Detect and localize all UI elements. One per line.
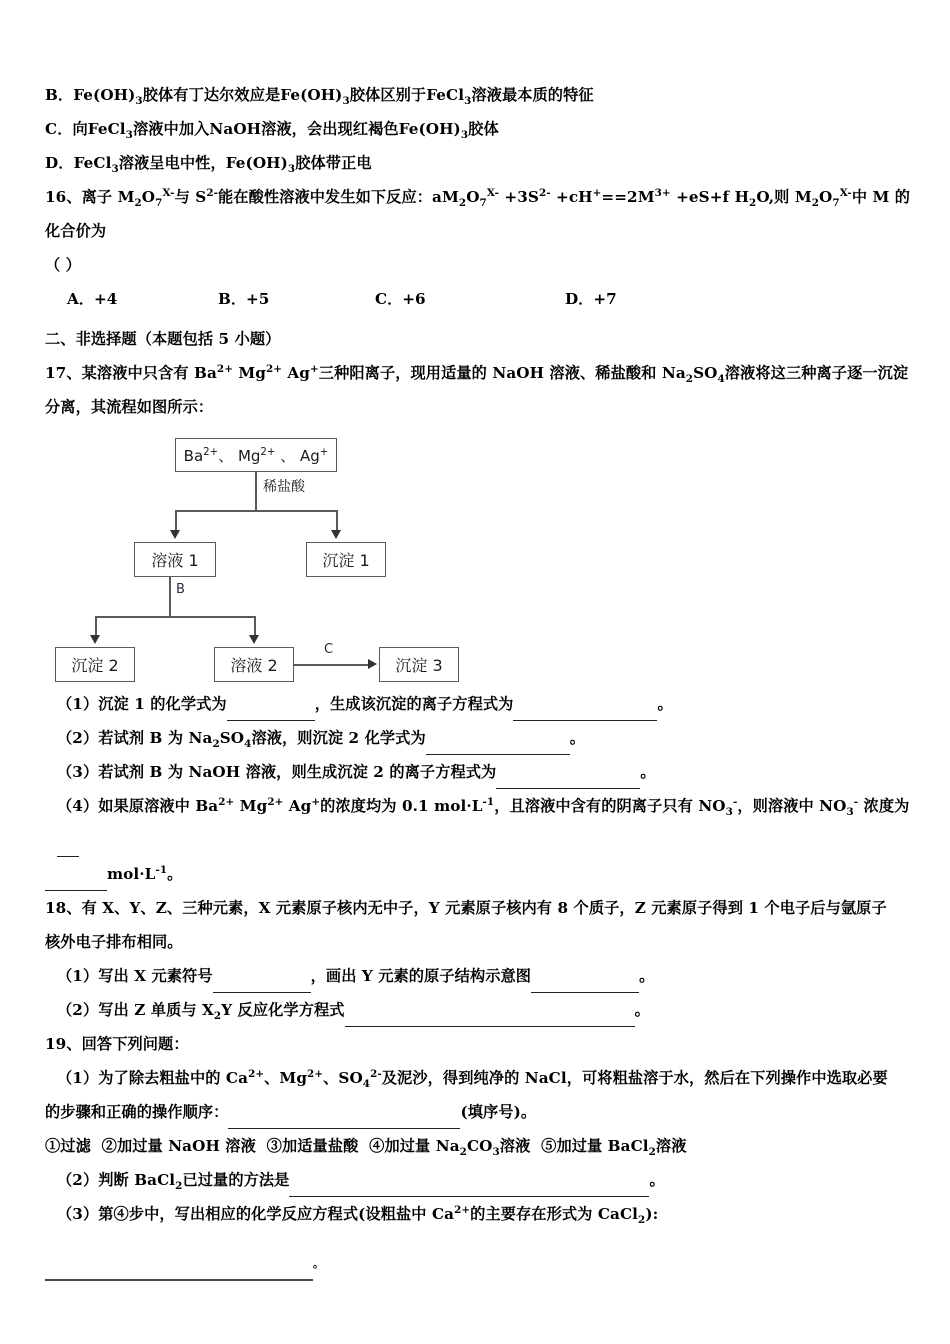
- q17-part-3: [45, 755, 913, 789]
- q19-part-2: [45, 1163, 913, 1197]
- q18-stem-line-1: [45, 891, 913, 925]
- eq-sub-1: 2: [458, 197, 467, 210]
- option-c-text-1: 向FeCl: [72, 120, 126, 138]
- section-2-heading: 二、非选择题（本题包括 5 小题）: [45, 330, 281, 348]
- answer-bracket: （ ）: [45, 256, 81, 274]
- q17-part-2-blank[interactable]: [426, 739, 570, 755]
- q17-part-4-t9: 。: [167, 865, 183, 883]
- q18-part-1-blank-2[interactable]: [531, 977, 639, 993]
- q19-part-3-period: 。: [313, 1257, 325, 1270]
- flow-arrow-to-ppt1-icon: [331, 530, 341, 539]
- q17-stem-line-2: 分离，其流程如图所示：: [45, 398, 214, 416]
- q17-part-1-blank-1[interactable]: [227, 705, 315, 721]
- option-b-sub-3: 3: [464, 95, 472, 108]
- q17-part-4-sup-1: 2+: [218, 795, 235, 808]
- flow-node-precipitate-2: [55, 647, 135, 682]
- q18-part-2-t1: 写出 Z 单质与 X: [98, 1001, 214, 1019]
- q19-part-1-t3: 、SO: [323, 1069, 363, 1087]
- q17-part-3-t1: 若试剂 B 为 NaOH 溶液，则生成沉淀 2 的离子方程式为: [98, 763, 497, 781]
- q16-option-b-label: B．: [218, 290, 247, 308]
- q16-option-b-value: +5: [246, 290, 270, 308]
- option-d-sub-1: 3: [111, 163, 119, 176]
- q17-part-2-t1: 若试剂 B 为 Na: [98, 729, 213, 747]
- q19-part-1-line-1: [45, 1061, 913, 1095]
- q16-stem-sup-2: 2-: [206, 186, 219, 199]
- q17-stem-sup-2: 2+: [265, 362, 283, 375]
- q17-part-4-t2: Mg: [234, 797, 268, 815]
- q18-stem-1: 有 X、Y、Z、三种元素，X 元素原子核内无中子，Y 元素原子核内有 8 个质子，Z 元素原子得到 1 个电子后与氩原子: [81, 899, 887, 917]
- flow-edge-split1-left: [175, 510, 177, 532]
- q16-options-row: [45, 282, 913, 316]
- q19-part-1-line-2: [45, 1095, 913, 1129]
- q16-option-d-value: +7: [593, 290, 617, 308]
- flow-node-solution-1-label: 溶液 1: [151, 551, 199, 570]
- q17-part-4-num: （4）: [57, 797, 99, 815]
- eq-sup-4: 3+: [654, 186, 671, 199]
- q17-part-4-t4: 的浓度均为 0.1 mol·L: [320, 797, 483, 815]
- q17-part-2-sub-1: 2: [212, 738, 220, 751]
- q19-part-1-t2: 、Mg: [264, 1069, 308, 1087]
- q18-part-2: [45, 993, 913, 1027]
- eq-7: O,: [756, 188, 775, 206]
- q19-step-4[interactable]: ④加过量 $Na_2CO_3$溶液: [369, 1137, 531, 1159]
- q19-part-2-t1: 判断 BaCl: [98, 1171, 176, 1189]
- q17-part-4-sup-2: 2+: [267, 795, 284, 808]
- q17-part-4-t1: 如果原溶液中 Ba: [98, 797, 219, 815]
- q17-part-4-t6: ，则溶液中 NO: [737, 797, 847, 815]
- flow-arrow-to-sol1-icon: [170, 530, 180, 539]
- q17-part-2-t3: 溶液，则沉淀 2 化学式为: [251, 729, 426, 747]
- page-content: [45, 78, 913, 1281]
- option-b-text-4: 溶液最本质的特征: [471, 86, 594, 104]
- q16-stem-1: 离子 M: [81, 188, 135, 206]
- q17-part-4-t5: ，且溶液中含有的阴离子只有 NO: [494, 797, 726, 815]
- option-b-text-2: 胶体有丁达尔效应是Fe(OH): [142, 86, 343, 104]
- q18-part-2-t2: Y 反应化学方程式: [221, 1001, 345, 1019]
- q17-stem-sub-1: 2: [685, 373, 694, 386]
- q17-part-1: [45, 687, 913, 721]
- q19-part-3-blank[interactable]: [45, 1265, 313, 1281]
- q16-option-a-label: A．: [67, 290, 94, 308]
- q16-number: 16、: [45, 188, 82, 206]
- flow-node-precipitate-2-label: 沉淀 2: [71, 656, 119, 675]
- q17-stem-1: 某溶液中只含有 Ba: [81, 364, 217, 382]
- flow-edge-split2-left: [95, 616, 97, 637]
- option-d-text-2: 溶液呈电中性，Fe(OH): [118, 154, 288, 172]
- q16-tail-3: 中 M 的化合价为: [45, 188, 911, 240]
- q17-part-3-blank[interactable]: [496, 773, 640, 789]
- flow-node-precipitate-1: [306, 542, 386, 577]
- option-b-text-3: 胶体区别于FeCl: [349, 86, 465, 104]
- q19-part-2-t2: 已过量的方法是: [182, 1171, 290, 1189]
- q19-part-3-t3: ):: [645, 1205, 659, 1223]
- option-d-sub-2: 3: [287, 163, 296, 176]
- q17-part-4-t7: 浓度为: [858, 797, 910, 815]
- q17-part-4-blank-b[interactable]: [45, 875, 107, 891]
- eq-2: O: [466, 188, 480, 206]
- q15-option-d: [45, 146, 913, 180]
- q17-part-2: [45, 721, 913, 755]
- q17-stem-5: SO: [693, 364, 718, 382]
- q19-part-1-blank[interactable]: [228, 1113, 460, 1129]
- q16-tail-1: 则 M: [774, 188, 812, 206]
- q17-part-4-cont: [45, 857, 913, 891]
- q16-option-c-value: +6: [402, 290, 426, 308]
- option-b-prefix: B．: [45, 86, 74, 104]
- flow-node-precipitate-3: [379, 647, 459, 682]
- option-c-sub-2: 3: [460, 129, 469, 142]
- q17-stem-sub-2: 4: [717, 373, 725, 386]
- q17-number: 17、: [45, 364, 82, 382]
- option-d-text-1: FeCl: [73, 154, 112, 172]
- flow-edge-split1-right: [336, 510, 338, 532]
- eq-3: +3S: [498, 188, 539, 206]
- q19-steps-row: [45, 1129, 913, 1163]
- option-c-prefix: C．: [45, 120, 73, 138]
- flow-edge-top-stem: [255, 472, 257, 511]
- option-c-sub-1: 3: [125, 129, 133, 142]
- q17-stem-line-1: [45, 356, 913, 390]
- eq-sup-2: 2-: [538, 186, 551, 199]
- eq-sub-2: 7: [479, 197, 487, 210]
- flow-node-solution-2-label: 溶液 2: [230, 656, 278, 675]
- q19-part-3-t2: 的主要存在形式为 CaCl: [470, 1205, 639, 1223]
- q18-part-2-t3: 。: [634, 1001, 650, 1019]
- q17-part-4-sub-2: 3: [846, 806, 854, 819]
- eq-6: +eS+f H: [670, 188, 750, 206]
- q19-part-3-answer-line: [45, 1245, 913, 1281]
- q17-part-2-sub-2: 4: [244, 738, 252, 751]
- q19-part-1-t4: 及泥沙，得到纯净的 NaCl，可将粗盐溶于水，然后在下列操作中选取必要: [381, 1069, 888, 1087]
- q17-part-1-num: （1）: [57, 695, 99, 713]
- q16-option-d[interactable]: [565, 282, 617, 316]
- q17-stem-2: Mg: [232, 364, 266, 382]
- q18-part-1-t2: ，画出 Y 元素的原子结构示意图: [310, 967, 532, 985]
- q18-part-2-blank[interactable]: [345, 1011, 635, 1027]
- q19-part-3-t1: 第④步中，写出相应的化学反应方程式(设粗盐中 Ca: [98, 1205, 455, 1223]
- option-b-sub-2: 3: [342, 95, 350, 108]
- q17-part-3-num: （3）: [57, 763, 99, 781]
- eq-5: ==2M: [601, 188, 655, 206]
- q17-part-4: [45, 789, 913, 857]
- q16-tail-sub-2: 7: [832, 197, 840, 210]
- q17-part-1-t2: ，生成该沉淀的离子方程式为: [314, 695, 514, 713]
- q17-part-4-t8: mol·L: [107, 865, 156, 883]
- q16-stem-3: 与 S: [174, 188, 207, 206]
- flow-edge-sol2-to-ppt3: [294, 664, 370, 666]
- q18-stem-line-2: 核外电子排布相同。: [45, 933, 183, 951]
- flow-node-solution-1: [134, 542, 216, 577]
- q19-part-1-sup-2: 2+: [307, 1067, 324, 1080]
- q19-part-1-num: （1）: [57, 1069, 99, 1087]
- separation-flowchart: [45, 430, 913, 685]
- q19-part-1-sup-1: 2+: [248, 1067, 265, 1080]
- q19-part-1-t6: (填序号)。: [460, 1103, 537, 1121]
- flow-node-precipitate-3-label: 沉淀 3: [395, 656, 443, 675]
- q17-stem-3: Ag: [282, 364, 311, 382]
- q18-part-1-t1: 写出 X 元素符号: [98, 967, 213, 985]
- q17-stem-6: 溶液将这三种离子逐一沉淀: [724, 364, 909, 382]
- flow-label-reagent-b: B: [176, 582, 185, 597]
- flow-arrow-to-sol2-icon: [249, 635, 259, 644]
- q17-part-2-t2: SO: [219, 729, 245, 747]
- q19-step-1[interactable]: ①过滤: [45, 1137, 91, 1155]
- flow-node-solution-2: [214, 647, 294, 682]
- q18-number: 18、: [45, 899, 82, 917]
- q17-part-4-blank-a[interactable]: [57, 841, 79, 857]
- flow-label-reagent-a: 稀盐酸: [263, 479, 305, 495]
- q16-option-a-value: +4: [93, 290, 118, 308]
- q16-tail-sup-1: X-: [839, 186, 852, 199]
- q19-step-2[interactable]: ②加过量 NaOH 溶液: [101, 1137, 256, 1155]
- q17-part-2-num: （2）: [57, 729, 99, 747]
- q18-part-1-blank-1[interactable]: [213, 977, 311, 993]
- q17-part-4-sup-3: +: [311, 795, 321, 808]
- flow-node-precipitate-1-label: 沉淀 1: [322, 551, 370, 570]
- q17-part-4-sup-4: -1: [482, 795, 495, 808]
- option-b-text-1: Fe(OH): [73, 86, 136, 104]
- q15-option-c: [45, 112, 913, 146]
- q17-part-4-sup-6: -: [853, 795, 859, 808]
- q19-part-3: [45, 1197, 913, 1231]
- q16-stem-sub-1: 2: [134, 197, 142, 210]
- q16-answer-bracket[interactable]: [45, 248, 913, 282]
- q16-tail-2: O: [819, 188, 833, 206]
- q18-part-2-num: （2）: [57, 1001, 99, 1019]
- q16-stem: [45, 180, 913, 248]
- option-c-text-3: 胶体: [468, 120, 499, 138]
- q19-part-1-sub-1: 4: [362, 1078, 371, 1091]
- q19-part-2-sub-1: 2: [175, 1180, 183, 1193]
- option-d-text-3: 胶体带正电: [295, 154, 372, 172]
- q17-part-4-t3: Ag: [283, 797, 312, 815]
- flow-arrow-to-ppt2-icon: [90, 635, 100, 644]
- flow-node-top-label: $Ba^{2+}$、 $Mg^{2+}$ 、 Ag+: [183, 446, 329, 465]
- q16-equation: [432, 186, 775, 210]
- q16-tail-sub-1: 2: [811, 197, 820, 210]
- flow-node-top-ions: [175, 438, 337, 472]
- q16-stem-2: O: [141, 188, 156, 206]
- flow-arrow-to-ppt3-icon: [368, 659, 377, 669]
- q18-part-1-num: （1）: [57, 967, 99, 985]
- q17-part-1-t1: 沉淀 1 的化学式为: [98, 695, 227, 713]
- flow-edge-split1-bar: [175, 510, 337, 512]
- q16-option-a[interactable]: [67, 282, 117, 316]
- eq-4: +cH: [550, 188, 593, 206]
- q19-number: 19、: [45, 1035, 82, 1053]
- flow-edge-sol1-stem: [169, 577, 171, 617]
- flow-label-reagent-c: C: [324, 642, 334, 657]
- eq-sub-3: 2: [749, 197, 757, 210]
- option-b-sub-1: 3: [135, 95, 143, 108]
- eq-1: aM: [432, 188, 459, 206]
- q19-heading: [45, 1027, 913, 1061]
- q17-stem-sup-3: +: [310, 362, 319, 375]
- q16-option-c-label: C．: [375, 290, 403, 308]
- eq-sup-1: X-: [486, 186, 499, 199]
- q16-option-b[interactable]: [218, 282, 269, 316]
- q18-part-2-sub-1: 2: [213, 1010, 222, 1023]
- q19-part-1-t1: 为了除去粗盐中的 Ca: [98, 1069, 249, 1087]
- q17-part-4-sup-5: -: [732, 795, 738, 808]
- q18-part-1: [45, 959, 913, 993]
- q19-part-1-sup-3: 2-: [370, 1067, 382, 1080]
- q19-part-2-blank[interactable]: [289, 1181, 649, 1197]
- flow-edge-split2-bar: [95, 616, 255, 618]
- q17-stem-4: 三种阳离子，现用适量的 NaOH 溶液、稀盐酸和 Na: [318, 364, 686, 382]
- q19-part-1-t5: 的步骤和正确的操作顺序：: [45, 1103, 229, 1121]
- q19-part-3-sub-1: 2: [638, 1214, 646, 1227]
- eq-sup-3: +: [592, 186, 602, 199]
- q18-part-1-t3: 。: [639, 967, 655, 985]
- q16-option-d-label: D．: [565, 290, 594, 308]
- q17-part-4-sub-1: 3: [725, 806, 733, 819]
- q15-option-b: [45, 78, 913, 112]
- q16-stem-4: 能在酸性溶液中发生如下反应：: [218, 188, 433, 206]
- option-d-prefix: D．: [45, 154, 74, 172]
- q16-stem-sup-1: X-: [162, 186, 175, 199]
- q19-part-3-sup-1: 2+: [454, 1203, 471, 1216]
- q19-part-2-t3: 。: [649, 1171, 665, 1189]
- q17-stem-sup-1: 2+: [216, 362, 233, 375]
- q17-part-4-sup-7: -1: [155, 863, 168, 876]
- q17-part-1-t3: 。: [657, 695, 673, 713]
- q19-heading-text: 回答下列问题：: [81, 1035, 189, 1053]
- q19-part-2-num: （2）: [57, 1171, 99, 1189]
- q17-part-3-t2: 。: [640, 763, 656, 781]
- q19-step-3[interactable]: ③加适量盐酸: [266, 1137, 359, 1155]
- q19-step-5[interactable]: ⑤加过量 BaCl$_2$溶液: [541, 1137, 687, 1159]
- q17-part-2-t4: 。: [569, 729, 586, 747]
- flow-edge-split2-right: [254, 616, 256, 637]
- q19-part-3-num: （3）: [57, 1205, 99, 1223]
- q17-part-1-blank-2[interactable]: [513, 705, 657, 721]
- q16-stem-sub-2: 7: [155, 197, 163, 210]
- q16-option-c[interactable]: [375, 282, 426, 316]
- option-c-text-2: 溶液中加入NaOH溶液，会出现红褐色Fe(OH): [132, 120, 461, 138]
